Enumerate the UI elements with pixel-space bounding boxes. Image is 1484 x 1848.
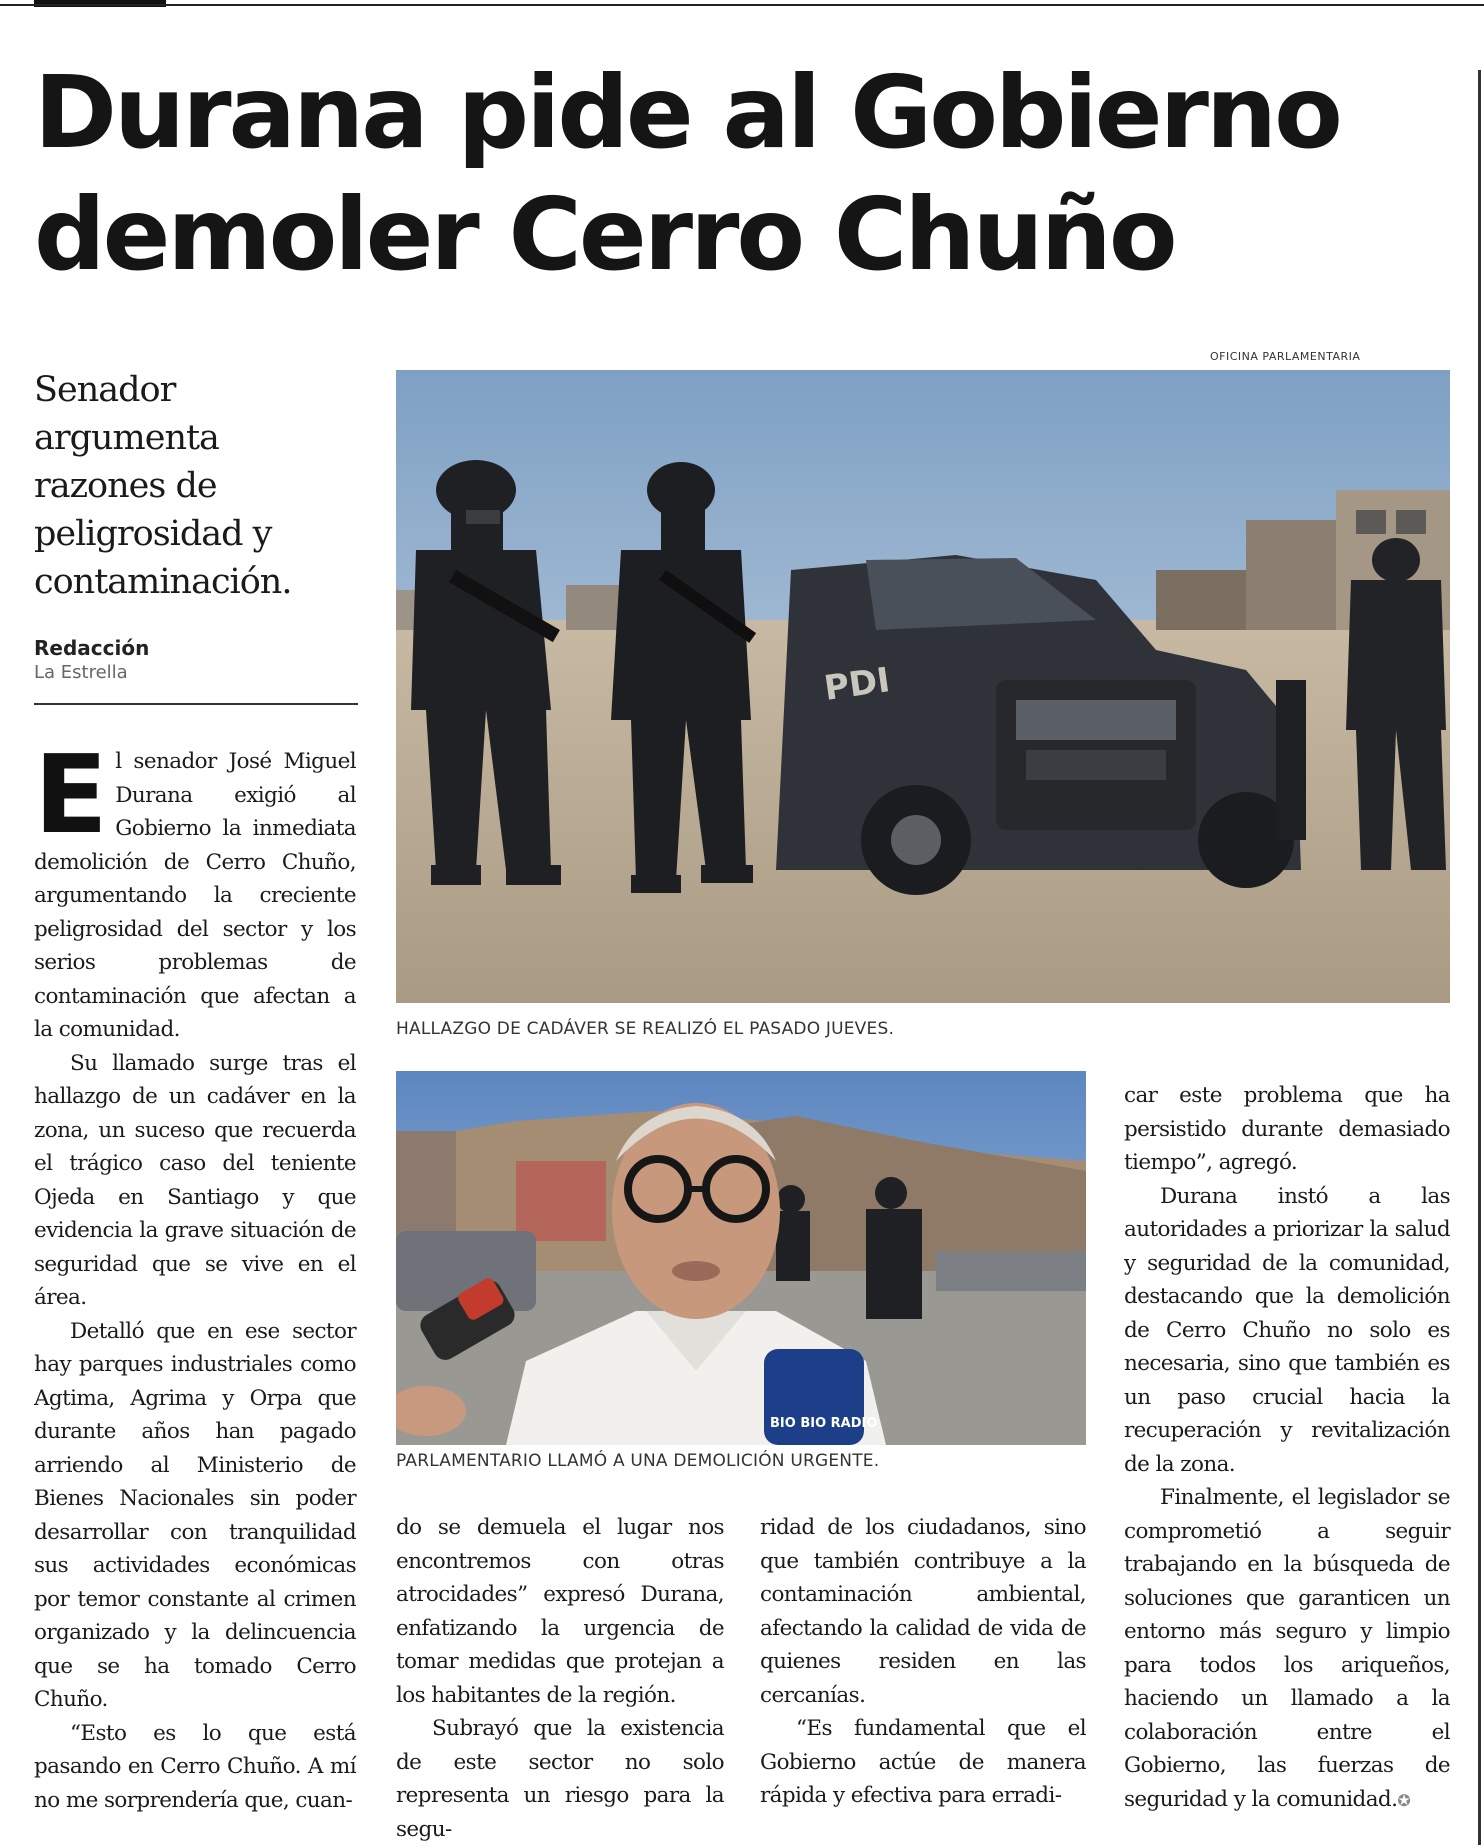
truck-label: PDI: [821, 660, 893, 709]
subhead: Senador argumenta razones de peligrosidad y contaminación.: [34, 370, 292, 602]
body-paragraph: do se demuela el lugar nos encontremos con otras atrocidades” expresó Durana, enfatizando la urgencia de tomar medidas que protejan a los habitantes de la región.: [396, 1515, 724, 1708]
body-column-3: [760, 1511, 1086, 1813]
photo2-caption: PARLAMENTARIO LLAMÓ A UNA DEMOLICIÓN URGENTE.: [396, 1451, 880, 1471]
closing-text: Finalmente, el legislador se comprometió a seguir trabajando en la búsqueda de soluciones que garanticen un entorno más seguro y limpio para todos los ariqueños, haciendo un llamado a la colaboración entre el Gobierno, las fuerzas de seguridad y la comunidad.: [1124, 1485, 1450, 1812]
headline: [34, 52, 1464, 296]
byline-publication: La Estrella: [34, 662, 128, 683]
body-paragraph: ridad de los ciudadanos, sino que también contribuye a la contaminación ambiental, afectando la calidad de vida de quienes residen en las cercanías.: [760, 1515, 1086, 1708]
headline-line-2: demoler Cerro Chuño: [34, 176, 1175, 293]
photo-police-truck: [396, 370, 1450, 1003]
body-paragraph: [1124, 1481, 1450, 1817]
top-rule: [0, 4, 1484, 6]
drop-cap: E: [34, 733, 108, 858]
body-column-4: [1124, 1079, 1450, 1817]
photo1-caption: HALLAZGO DE CADÁVER SE REALIZÓ EL PASADO JUEVES.: [396, 1019, 895, 1039]
body-paragraph: “Esto es lo que está pasando en Cerro Chuño. A mí no me sorprendería que, cuan-: [34, 1720, 356, 1813]
byline-divider: [34, 703, 358, 705]
body-paragraph: Subrayó que la existencia de este sector no solo representa un riesgo para la segu-: [396, 1716, 724, 1842]
body-paragraph: car este problema que ha persistido durante demasiado tiempo”, agregó.: [1124, 1083, 1450, 1175]
body-paragraph: “Es fundamental que el Gobierno actúe de manera rápida y efectiva para erradi-: [760, 1716, 1086, 1808]
mic-label: BIO BIO RADIO: [770, 1416, 878, 1431]
end-mark-icon: ✪: [1397, 1790, 1411, 1810]
photo-senator-interview: [396, 1071, 1086, 1445]
headline-line-1: Durana pide al Gobierno: [34, 54, 1340, 171]
photo-credit: OFICINA PARLAMENTARIA: [1210, 350, 1361, 363]
page-edge-rule: [1478, 70, 1481, 1845]
body-paragraph: Detalló que en ese sector hay parques industriales como Agtima, Agrima y Orpa que durante años han pagado arriendo al Ministerio de Bienes Nacionales sin poder desarrollar con tranquilidad sus actividades económicas por temor constante al crimen organizado y la delincuencia que se ha tomado Cerro Chuño.: [34, 1318, 356, 1712]
lead-text: l senador José Miguel Durana exigió al Gobierno la inmediata demolición de Cerro Chuño, argumentando la creciente peligrosidad del sector y los serios problemas de contaminación que afectan a la comunidad.: [34, 749, 356, 1042]
body-column-1: [34, 733, 356, 1817]
body-paragraph: Su llamado surge tras el hallazgo de un cadáver en la zona, un suceso que recuerda el trágico caso del teniente Ojeda en Santiago y que evidencia la grave situación de seguridad que se vive en el área.: [34, 1050, 356, 1310]
byline-author: Redacción: [34, 636, 150, 660]
body-lead-paragraph: [34, 733, 356, 1047]
body-paragraph: Durana instó a las autoridades a priorizar la salud y seguridad de la comunidad, destacando que la demolición de Cerro Chuño no solo es necesaria, sino que también es un paso crucial hacia la recuperación y revitalización de la zona.: [1124, 1183, 1450, 1477]
body-column-2: [396, 1511, 724, 1846]
